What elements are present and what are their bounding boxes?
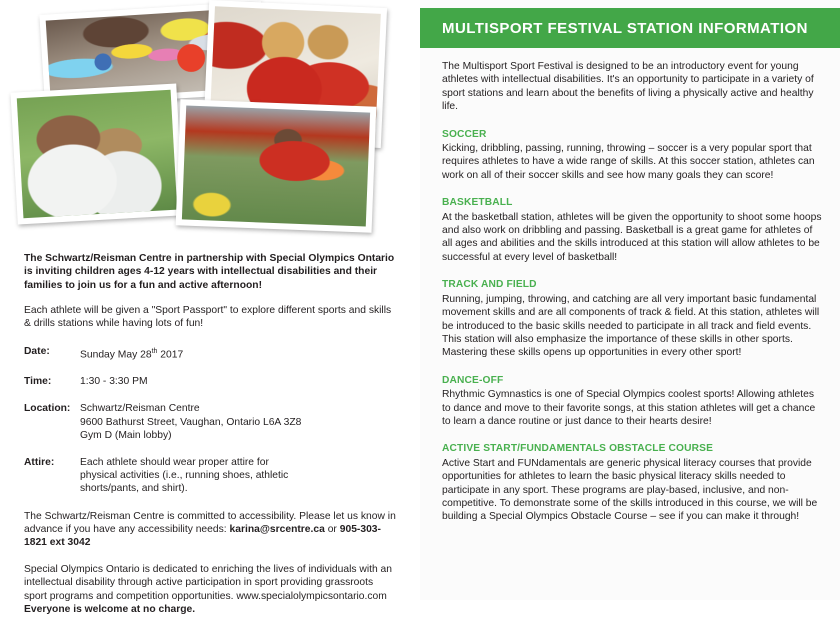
accessibility-paragraph: [24, 510, 398, 550]
station-body: [442, 60, 824, 538]
accessibility-phone[interactable]: 905-303- 1821 ext 3042: [24, 523, 381, 549]
station-text-obstacle-course: Active Start and FUNdamentals are generic physical literacy courses that provide opportunities for athletes to learn the basic physical literacy skills needed to participate in any sport. These programs are play-based, inclusive, and non-competitive. To demonstrate some of the skills introduced in this course, we will be building a Special Olympics Obstacle Course – see if you can make it through!: [442, 457, 818, 523]
detail-row-date: [24, 345, 398, 362]
station-heading-dance-off: DANCE-OFF: [442, 374, 504, 386]
station-heading-track-and-field: TRACK AND FIELD: [442, 279, 537, 291]
station-text-dance-off: Rhythmic Gymnastics is one of Special Olympics coolest sports! Allowing athletes to dance and move to their favorite songs, at this station athletes will get a chance to learn a dance routine or just dance to their hearts desire!: [442, 389, 816, 427]
free-admission-note: Everyone is welcome at no charge.: [24, 604, 196, 615]
mission-paragraph: Special Olympics Ontario is dedicated to enriching the lives of individuals with an intellectual disability through active participation in sport providing grassroots sport programs and competition opportunities. www.specialolympicsontario.com: [24, 564, 393, 602]
attire-line-1: Each athlete should wear proper attire for: [80, 457, 269, 469]
station-section-basketball: [442, 196, 824, 264]
date-value-prefix: Sunday May 28: [80, 349, 152, 361]
station-heading-obstacle-course: ACTIVE START/FUNDAMENTALS OBSTACLE COURSE: [442, 443, 714, 455]
location-value: [80, 402, 398, 442]
accessibility-email[interactable]: karina@srcentre.ca: [229, 523, 325, 535]
date-label: Date:: [24, 345, 50, 357]
accessibility-line-1: The Schwartz/Reisman Centre is committed to accessibility.: [24, 510, 297, 522]
lead-paragraph: The Schwartz/Reisman Centre in partnership with Special Olympics Ontario is inviting children ages 4-12 years with intellectual disabilities and their families to join us for a fun and active afternoon!: [24, 253, 395, 291]
station-section-dance-off: [442, 374, 824, 429]
station-intro-paragraph: The Multisport Sport Festival is designed to be an introductory event for young athletes with intellectual disabilities. It's an opportunity to participate in a variety of sport stations and learn about the benefits of living a physically active and healthy life.: [442, 61, 814, 113]
station-section-obstacle-course: [442, 442, 824, 523]
attire-value: [80, 456, 398, 496]
time-label: Time:: [24, 376, 52, 388]
photo-girls-image: [17, 90, 177, 218]
photo-girls: [10, 83, 183, 224]
location-line-3: Gym D (Main lobby): [80, 429, 172, 441]
photo-turf-image: [182, 106, 370, 227]
attire-label: Attire:: [24, 457, 55, 469]
attire-line-3: shorts/pants, and shirt).: [80, 483, 188, 495]
sport-passport-paragraph: Each athlete will be given a "Sport Passport" to explore different sports and skills & drills stations while having lots of fun!: [24, 305, 392, 330]
time-value: 1:30 - 3:30 PM: [80, 376, 148, 388]
detail-row-location: [24, 402, 398, 442]
accessibility-conjunction: or: [324, 523, 340, 535]
station-text-soccer: Kicking, dribbling, passing, running, throwing – soccer is a very popular sport that requires athletes to have a wide range of skills. At this soccer station, athletes can work on all of their soccer skills and see how many goals they can score!: [442, 143, 815, 181]
photo-collage: [0, 0, 420, 248]
station-section-soccer: [442, 128, 824, 183]
station-text-basketball: At the basketball station, athletes will be given the opportunity to shoot some hoops and also work on dribbling and passing. Basketball is a great game for athletes of all ages and abilities and the skills introduced at this station will allow athletes to be successful at every level of basketball!: [442, 211, 822, 263]
detail-row-attire: [24, 456, 398, 496]
station-heading-basketball: BASKETBALL: [442, 197, 513, 209]
right-column: [420, 0, 840, 644]
detail-row-time: [24, 375, 398, 388]
location-line-1: Schwartz/Reisman Centre: [80, 403, 200, 415]
location-line-2: 9600 Bathurst Street, Vaughan, Ontario L6A 3Z8: [80, 416, 302, 428]
date-ordinal-suffix: th: [151, 347, 158, 355]
photo-turf: [176, 99, 377, 232]
station-section-track-and-field: [442, 278, 824, 359]
accessibility-line-2: Please let us know in advance if you have any accessibility needs:: [24, 510, 396, 535]
attire-line-2: physical activities (i.e., running shoes, athletic: [80, 470, 289, 482]
station-heading-soccer: SOCCER: [442, 128, 487, 140]
date-value-year: 2017: [157, 349, 184, 361]
event-details-block: [24, 252, 398, 617]
station-header-title: MULTISPORT FESTIVAL STATION INFORMATION: [442, 19, 808, 37]
station-header-bar: [420, 8, 840, 48]
location-label: Location:: [24, 403, 71, 415]
date-value: [80, 345, 398, 362]
station-text-track-and-field: Running, jumping, throwing, and catching are all very important basic fundamental movement skills and are all components of track & field. At this station, athletes will be introduced to the basic skills needed to participate in all track and field events. This station will also emphasize the importance of these skills in other sports. Mastering these skills opens up opportunities in every other sport!: [442, 293, 820, 359]
